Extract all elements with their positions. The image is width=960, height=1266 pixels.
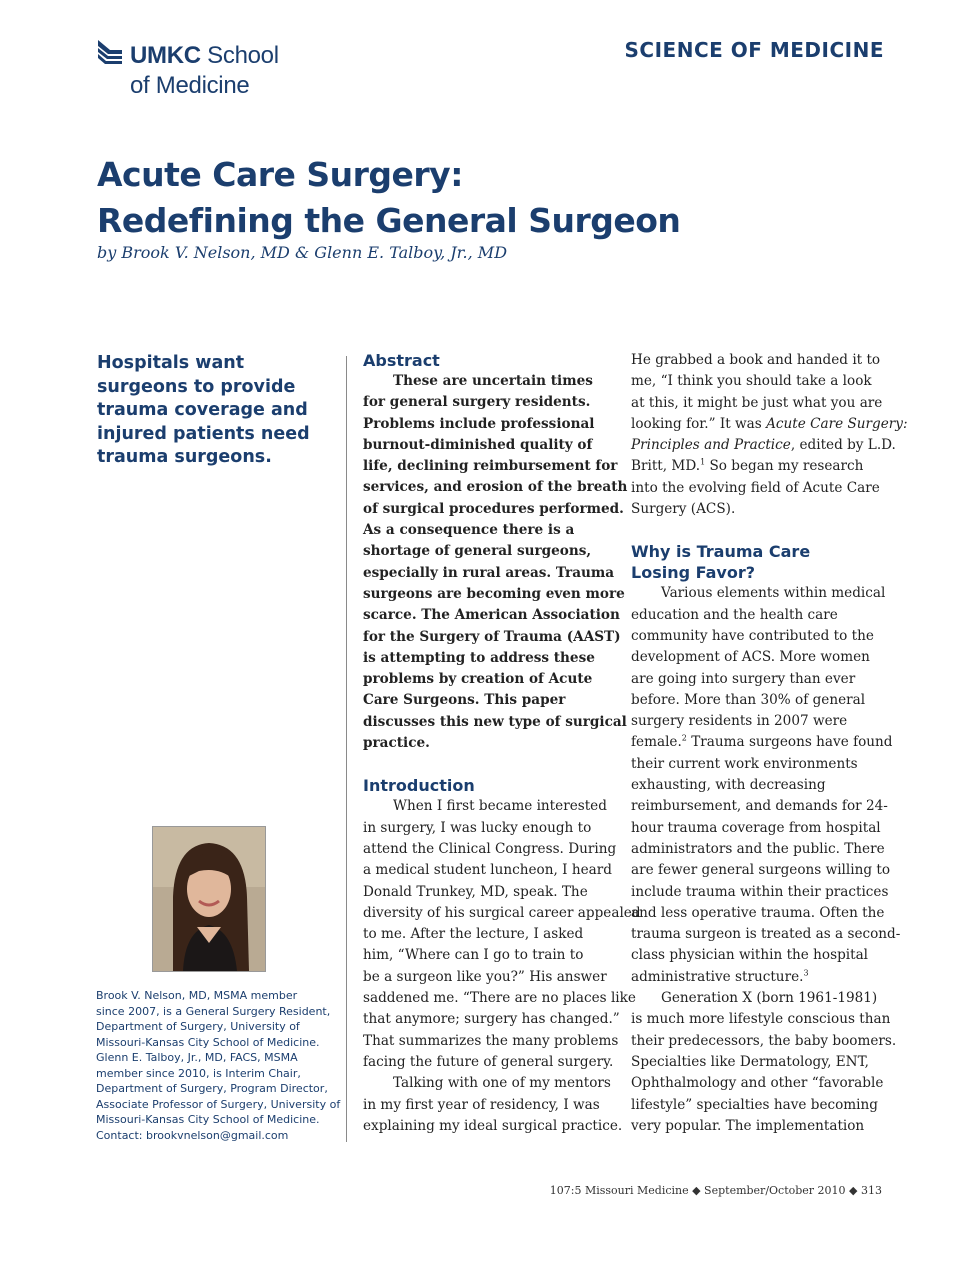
text-line: explaining my ideal surgical practice. bbox=[363, 1117, 623, 1134]
text-line: their predecessors, the baby boomers. bbox=[631, 1032, 897, 1049]
bio-line: Glenn E. Talboy, Jr., MD, FACS, MSMA bbox=[96, 1051, 298, 1064]
text-line: When I first became interested bbox=[393, 798, 607, 815]
bio-line: Associate Professor of Surgery, University of bbox=[96, 1097, 341, 1111]
trauma-paragraph-1 bbox=[631, 583, 901, 988]
trauma-paragraph-2 bbox=[631, 988, 897, 1137]
text-line: Principles and Practice, edited by L.D. bbox=[631, 437, 896, 454]
text-line: shortage of general surgeons, bbox=[363, 543, 592, 560]
text-line: at this, it might be just what you are bbox=[631, 394, 883, 411]
bio-line: Department of Surgery, Program Director, bbox=[96, 1082, 328, 1095]
author-bio bbox=[96, 988, 344, 1143]
intro-paragraph-2 bbox=[363, 1073, 623, 1137]
text-line: him, “Where can I go to train to bbox=[363, 947, 584, 964]
pull-quote: Hospitals want surgeons to provide trauma coverage and injured patients need trauma surgeons. bbox=[97, 353, 310, 467]
text-line: reimbursement, and demands for 24- bbox=[631, 798, 888, 815]
bio-line: since 2007, is a General Surgery Resident, bbox=[96, 1004, 331, 1018]
text-line: especially in rural areas. Trauma bbox=[363, 564, 615, 581]
column-divider bbox=[346, 356, 347, 1142]
text-line: life, declining reimbursement for bbox=[363, 458, 618, 475]
text-line: Donald Trunkey, MD, speak. The bbox=[363, 883, 588, 900]
text-line: for the Surgery of Trauma (AAST) bbox=[363, 628, 621, 645]
text-line: to me. After the lecture, I asked bbox=[363, 926, 584, 943]
text-line: a medical student luncheon, I heard bbox=[363, 862, 612, 879]
text-line: hour trauma coverage from hospital bbox=[631, 819, 881, 836]
introduction-heading: Introduction bbox=[363, 776, 475, 796]
logo-text-line1: UMKC School bbox=[130, 42, 279, 69]
text-line: Talking with one of my mentors bbox=[393, 1075, 611, 1092]
text-line: Various elements within medical bbox=[661, 585, 886, 602]
text-line: As a consequence there is a bbox=[363, 522, 575, 539]
right-column bbox=[631, 350, 908, 1137]
text-line: These are uncertain times bbox=[393, 373, 593, 389]
footnote-ref[interactable]: 2 bbox=[681, 733, 687, 743]
text-line: Britt, MD.$^1$ So began my research bbox=[631, 457, 864, 475]
text-line: surgeons are becoming even more bbox=[363, 585, 625, 602]
trauma-heading: Why is Trauma Care Losing Favor? bbox=[631, 542, 811, 583]
text-line: problems by creation of Acute bbox=[363, 671, 593, 688]
middle-column bbox=[363, 350, 641, 1137]
text-line: for general surgery residents. bbox=[363, 394, 591, 411]
text-line: and less operative trauma. Often the bbox=[631, 904, 885, 921]
text-line: practice. bbox=[363, 735, 430, 752]
footnote-ref[interactable]: 3 bbox=[803, 968, 809, 978]
text-line: lifestyle” specialties have becoming bbox=[631, 1096, 878, 1113]
text-line: community have contributed to the bbox=[631, 627, 874, 644]
umkc-chevron-icon bbox=[96, 36, 126, 66]
text-line: trauma surgeon is treated as a second- bbox=[631, 926, 901, 943]
text-line: their current work environments bbox=[631, 755, 858, 772]
abstract-body bbox=[363, 371, 628, 754]
text-line: Care Surgeons. This paper bbox=[363, 692, 566, 709]
text-line: Generation X (born 1961-1981) bbox=[661, 990, 878, 1007]
page-footer: 107:5 Missouri Medicine ◆ September/October 2010 ◆ 313 bbox=[549, 1184, 882, 1197]
text-line: He grabbed a book and handed it to bbox=[631, 352, 881, 368]
article-title bbox=[97, 152, 680, 244]
text-line: class physician within the hospital bbox=[631, 947, 869, 964]
text-line: in my first year of residency, I was bbox=[363, 1096, 600, 1113]
title-line-1: Acute Care Surgery: bbox=[97, 155, 463, 194]
text-line: diversity of his surgical career appealed bbox=[363, 904, 641, 921]
bio-line: Brook V. Nelson, MD, MSMA member bbox=[96, 989, 298, 1002]
contact-email[interactable]: Contact: brookvnelson@gmail.com bbox=[96, 1128, 289, 1142]
text-line: into the evolving field of Acute Care bbox=[631, 479, 880, 496]
bio-line: member since 2010, is Interim Chair, bbox=[96, 1066, 301, 1080]
text-line: Surgery (ACS). bbox=[631, 501, 736, 518]
text-line: before. More than 30% of general bbox=[631, 691, 866, 708]
bio-line: Missouri-Kansas City School of Medicine. bbox=[96, 1035, 320, 1049]
abstract-heading: Abstract bbox=[363, 351, 440, 370]
text-line: Problems include professional bbox=[363, 415, 595, 432]
text-line: me, “I think you should take a look bbox=[631, 373, 872, 390]
text-line: female.$^2$ Trauma surgeons have found bbox=[631, 733, 893, 751]
text-line: exhausting, with decreasing bbox=[631, 777, 826, 794]
text-line: education and the health care bbox=[631, 606, 838, 623]
text-line: is attempting to address these bbox=[363, 649, 595, 666]
text-line: administrators and the public. There bbox=[631, 840, 885, 857]
text-line: very popular. The implementation bbox=[631, 1117, 865, 1134]
text-line: burnout-diminished quality of bbox=[363, 436, 593, 453]
author-photo bbox=[152, 826, 266, 972]
text-line: be a surgeon like you?” His answer bbox=[363, 968, 607, 985]
footnote-ref[interactable]: 1 bbox=[700, 457, 706, 467]
text-line: administrative structure.$^3$ bbox=[631, 968, 809, 985]
text-line: in surgery, I was lucky enough to bbox=[363, 819, 592, 836]
text-line: services, and erosion of the breath bbox=[363, 479, 628, 496]
text-line: is much more lifestyle conscious than bbox=[631, 1011, 891, 1028]
section-label: SCIENCE OF MEDICINE bbox=[624, 38, 884, 62]
title-line-2: Redefining the General Surgeon bbox=[97, 201, 681, 240]
intro-paragraph-1 bbox=[363, 796, 641, 1073]
text-line: are fewer general surgeons willing to bbox=[631, 862, 891, 879]
text-line: attend the Clinical Congress. During bbox=[363, 840, 617, 857]
text-line: surgery residents in 2007 were bbox=[631, 713, 848, 730]
continued-paragraph bbox=[631, 350, 908, 520]
text-line: scarce. The American Association bbox=[363, 607, 620, 624]
text-line: saddened me. “There are no places like bbox=[363, 990, 636, 1007]
text-line: include trauma within their practices bbox=[631, 883, 889, 900]
text-line: facing the future of general surgery. bbox=[363, 1053, 614, 1070]
bio-line: Missouri-Kansas City School of Medicine. bbox=[96, 1113, 320, 1126]
text-line: That summarizes the many problems bbox=[363, 1032, 619, 1049]
text-line: that anymore; surgery has changed.” bbox=[363, 1011, 620, 1028]
text-line: looking for.” It was Acute Care Surgery: bbox=[631, 415, 908, 432]
text-line: Specialties like Dermatology, ENT, bbox=[631, 1053, 869, 1070]
text-line: Ophthalmology and other “favorable bbox=[631, 1075, 884, 1092]
text-line: of surgical procedures performed. bbox=[363, 500, 624, 517]
text-line: are going into surgery than ever bbox=[631, 670, 856, 687]
umkc-logo bbox=[96, 36, 296, 106]
logo-text-line2: of Medicine bbox=[130, 72, 250, 99]
text-line: development of ACS. More women bbox=[631, 649, 870, 666]
text-line: discusses this new type of surgical bbox=[363, 713, 627, 730]
bio-line: Department of Surgery, University of bbox=[96, 1020, 300, 1033]
byline: by Brook V. Nelson, MD & Glenn E. Talboy, Jr., MD bbox=[97, 243, 508, 262]
